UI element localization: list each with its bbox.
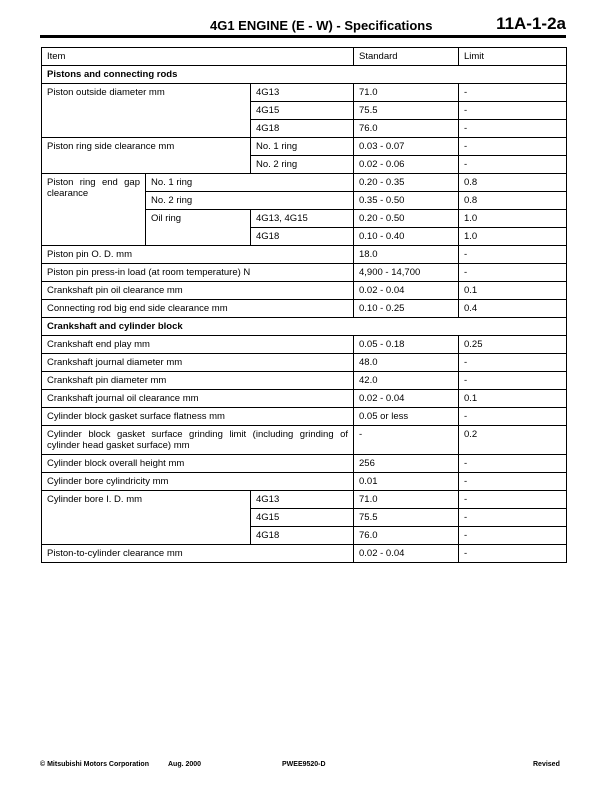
standard-cell: 75.5 <box>354 509 459 527</box>
limit-cell: - <box>459 372 567 390</box>
section-title: Pistons and connecting rods <box>42 66 567 84</box>
limit-cell: - <box>459 455 567 473</box>
item-cell: Crankshaft journal diameter mm <box>42 354 354 372</box>
standard-cell: 256 <box>354 455 459 473</box>
item-cell: Piston-to-cylinder clearance mm <box>42 545 354 563</box>
sub-cell: No. 2 ring <box>146 192 354 210</box>
sub-cell: Oil ring <box>146 210 251 246</box>
standard-cell: 0.02 - 0.04 <box>354 390 459 408</box>
limit-cell: - <box>459 527 567 545</box>
limit-cell: - <box>459 138 567 156</box>
page-title: 4G1 ENGINE (E - W) - Specifications <box>210 18 433 33</box>
sub-cell: 4G15 <box>251 509 354 527</box>
table-row <box>42 426 567 455</box>
standard-cell: 0.35 - 0.50 <box>354 192 459 210</box>
item-cell: Cylinder block gasket surface flatness mm <box>42 408 354 426</box>
footer-status: Revised <box>533 761 560 768</box>
item-cell: Piston outside diameter mm <box>42 84 251 138</box>
item-cell: Crankshaft pin oil clearance mm <box>42 282 354 300</box>
limit-cell: - <box>459 509 567 527</box>
limit-cell: 1.0 <box>459 210 567 228</box>
table-row <box>42 491 567 509</box>
standard-cell: 76.0 <box>354 120 459 138</box>
section-row <box>42 66 567 84</box>
page-number: 11A-1-2a <box>496 14 566 33</box>
footer-date: Aug. 2000 <box>168 761 202 768</box>
table-row <box>42 336 567 354</box>
footer-copyright: © Mitsubishi Motors Corporation <box>40 761 149 768</box>
table-row <box>42 246 567 264</box>
standard-cell: 0.01 <box>354 473 459 491</box>
section-title: Crankshaft and cylinder block <box>42 318 567 336</box>
limit-cell: 0.8 <box>459 192 567 210</box>
item-cell: Piston pin O. D. mm <box>42 246 354 264</box>
limit-cell: - <box>459 156 567 174</box>
standard-cell: 0.10 - 0.40 <box>354 228 459 246</box>
standard-cell: 48.0 <box>354 354 459 372</box>
footer-doc-code: PWEE9520-D <box>282 761 326 768</box>
sub-cell: No. 1 ring <box>146 174 354 192</box>
standard-cell: - <box>354 426 459 455</box>
table-row <box>42 282 567 300</box>
limit-cell: 0.4 <box>459 300 567 318</box>
sub-cell: 4G13 <box>251 84 354 102</box>
table-row <box>42 300 567 318</box>
limit-cell: - <box>459 246 567 264</box>
limit-cell: 0.8 <box>459 174 567 192</box>
standard-cell: 42.0 <box>354 372 459 390</box>
limit-cell: 1.0 <box>459 228 567 246</box>
sub2-cell: 4G18 <box>251 228 354 246</box>
limit-cell: - <box>459 545 567 563</box>
table-row <box>42 354 567 372</box>
limit-cell: - <box>459 491 567 509</box>
limit-cell: - <box>459 102 567 120</box>
sub-cell: 4G15 <box>251 102 354 120</box>
item-cell: Cylinder bore I. D. mm <box>42 491 251 545</box>
item-cell: Cylinder bore cylindricity mm <box>42 473 354 491</box>
table-row <box>42 174 567 192</box>
standard-cell: 0.05 - 0.18 <box>354 336 459 354</box>
sub-cell: 4G18 <box>251 120 354 138</box>
table-row <box>42 473 567 491</box>
standard-cell: 0.05 or less <box>354 408 459 426</box>
table-row <box>42 138 567 156</box>
item-cell: Piston ring end gap clearance <box>42 174 146 246</box>
standard-cell: 4,900 - 14,700 <box>354 264 459 282</box>
standard-cell: 71.0 <box>354 491 459 509</box>
header-item: Item <box>42 48 354 66</box>
limit-cell: 0.1 <box>459 282 567 300</box>
sub-cell: 4G13 <box>251 491 354 509</box>
specifications-table <box>41 47 567 563</box>
limit-cell: 0.2 <box>459 426 567 455</box>
item-cell: Crankshaft end play mm <box>42 336 354 354</box>
limit-cell: - <box>459 120 567 138</box>
sub-cell: No. 1 ring <box>251 138 354 156</box>
item-cell: Piston ring side clearance mm <box>42 138 251 174</box>
limit-cell: - <box>459 473 567 491</box>
item-cell: Cylinder block overall height mm <box>42 455 354 473</box>
standard-cell: 0.02 - 0.04 <box>354 545 459 563</box>
sub2-cell: 4G13, 4G15 <box>251 210 354 228</box>
limit-cell: - <box>459 264 567 282</box>
standard-cell: 71.0 <box>354 84 459 102</box>
sub-cell: No. 2 ring <box>251 156 354 174</box>
standard-cell: 0.02 - 0.06 <box>354 156 459 174</box>
header-rule <box>40 35 566 38</box>
item-cell: Cylinder block gasket surface grinding limit (including grinding of cylinder head gasket surface) mm <box>42 426 354 455</box>
limit-cell: - <box>459 408 567 426</box>
table-row <box>42 408 567 426</box>
table-row <box>42 455 567 473</box>
table-row <box>42 84 567 102</box>
table-header-row <box>42 48 567 66</box>
sub-cell: 4G18 <box>251 527 354 545</box>
limit-cell: - <box>459 354 567 372</box>
standard-cell: 0.20 - 0.50 <box>354 210 459 228</box>
limit-cell: 0.1 <box>459 390 567 408</box>
table-row <box>42 545 567 563</box>
item-cell: Crankshaft journal oil clearance mm <box>42 390 354 408</box>
table-row <box>42 372 567 390</box>
table-row <box>42 264 567 282</box>
section-row <box>42 318 567 336</box>
header-limit: Limit <box>459 48 567 66</box>
standard-cell: 75.5 <box>354 102 459 120</box>
standard-cell: 0.20 - 0.35 <box>354 174 459 192</box>
standard-cell: 76.0 <box>354 527 459 545</box>
header-standard: Standard <box>354 48 459 66</box>
item-cell: Connecting rod big end side clearance mm <box>42 300 354 318</box>
item-cell: Crankshaft pin diameter mm <box>42 372 354 390</box>
standard-cell: 0.03 - 0.07 <box>354 138 459 156</box>
page-header <box>40 14 566 34</box>
standard-cell: 0.10 - 0.25 <box>354 300 459 318</box>
standard-cell: 0.02 - 0.04 <box>354 282 459 300</box>
standard-cell: 18.0 <box>354 246 459 264</box>
limit-cell: - <box>459 84 567 102</box>
item-cell: Piston pin press-in load (at room temperature) N <box>42 264 354 282</box>
limit-cell: 0.25 <box>459 336 567 354</box>
table-row <box>42 390 567 408</box>
